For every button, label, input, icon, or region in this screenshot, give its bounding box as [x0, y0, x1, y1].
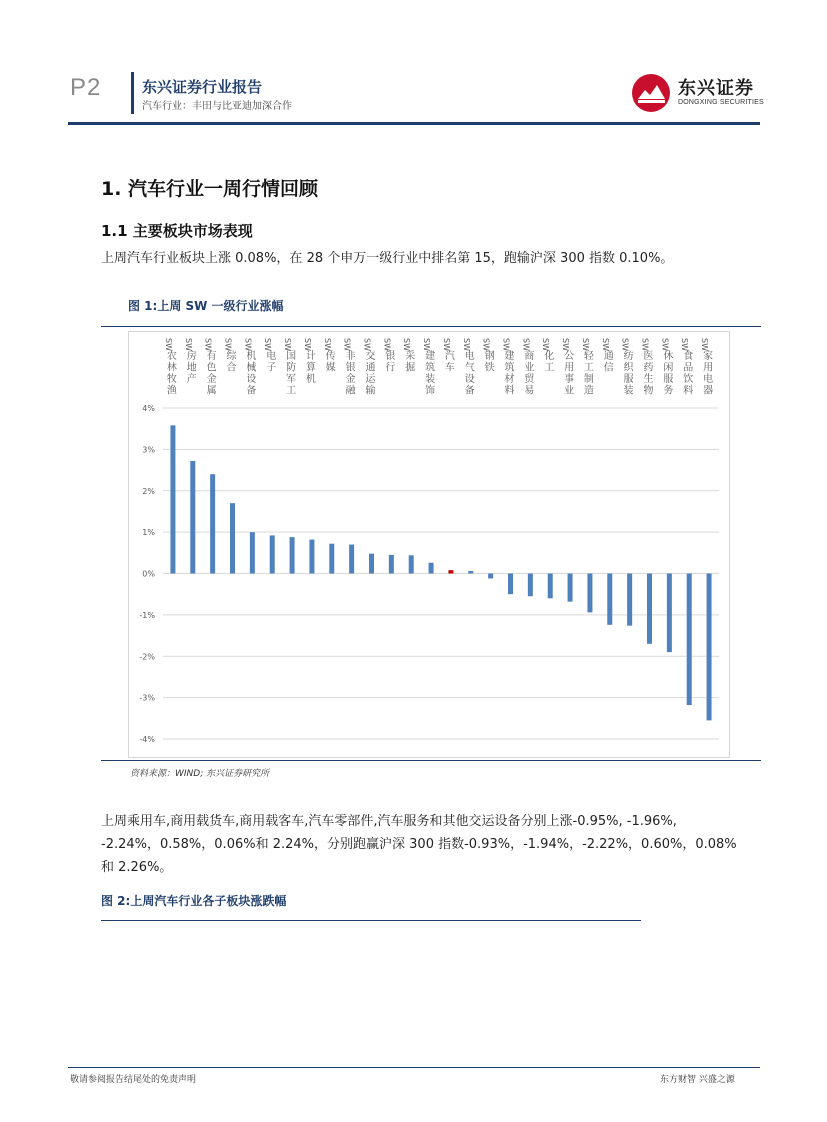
paragraph-subsector-line2: -2.24%，0.58%，0.06%和 2.24%，分别跑赢沪深 300 指数-0.93%，-1.94%，-2.22%，0.60%，0.08%	[101, 837, 737, 852]
x-tick-label: 国防军工	[286, 351, 297, 397]
industry-returns-chart	[128, 331, 730, 758]
bar	[468, 571, 473, 573]
x-tick-label: 化工	[544, 351, 555, 374]
x-tick-label-prefix: SW	[402, 338, 412, 351]
x-tick-label-prefix: SW	[441, 338, 451, 351]
bar	[250, 532, 255, 573]
x-tick-label-prefix: SW	[223, 338, 233, 351]
x-tick-label-prefix: SW	[700, 338, 710, 351]
page-number: P2	[70, 74, 102, 101]
x-tick-label-prefix: SW	[163, 338, 173, 351]
x-tick-label: 有色金属	[206, 351, 217, 397]
bar	[270, 535, 275, 573]
x-tick-label-prefix: SW	[203, 338, 213, 351]
x-tick-label-prefix: SW	[501, 338, 511, 351]
bar	[349, 545, 354, 574]
footer-disclaimer: 敬请参阅报告结尾处的免责声明	[70, 1075, 197, 1085]
x-tick-label-prefix: SW	[680, 338, 690, 351]
bar	[528, 574, 533, 597]
figure1-source: 资料来源：WIND; 东兴证券研究所	[130, 769, 270, 779]
report-subtitle: 汽车行业：丰田与比亚迪加深合作	[142, 101, 292, 112]
x-tick-label-prefix: SW	[461, 338, 471, 351]
y-tick-label: 0%	[142, 569, 155, 579]
company-logo	[630, 72, 764, 114]
bar	[389, 555, 394, 574]
x-tick-label-prefix: SW	[263, 338, 273, 351]
logo-english-text: DONGXING SECURITIES	[678, 99, 764, 106]
bar	[627, 574, 632, 626]
x-tick-label-prefix: SW	[243, 338, 253, 351]
x-tick-label: 综合	[226, 351, 237, 374]
bar	[329, 544, 334, 574]
x-tick-label-prefix: SW	[561, 338, 571, 351]
x-tick-label-prefix: SW	[620, 338, 630, 351]
figure1-bottom-rule	[101, 760, 761, 761]
figure1-title: 图 1:上周 SW 一级行业涨幅	[128, 299, 284, 313]
x-tick-label: 建筑装饰	[425, 351, 436, 397]
x-tick-label-prefix: SW	[580, 338, 590, 351]
x-tick-label-prefix: SW	[283, 338, 293, 351]
x-tick-label-prefix: SW	[183, 338, 193, 351]
paragraph-subsector-line1: 上周乘用车,商用载货车,商用载客车,汽车零部件,汽车服务和其他交运设备分别上涨-0.95%, -1.96%,	[101, 814, 677, 829]
x-tick-label: 农林牧渔	[166, 351, 177, 397]
paragraph-summary: 上周汽车行业板块上涨 0.08%，在 28 个申万一级行业中排名第 15，跑输沪深 300 指数 0.10%。	[101, 251, 674, 266]
x-tick-label: 纺织服装	[623, 351, 634, 397]
footer-rule	[68, 1067, 760, 1068]
figure2-top-rule	[101, 920, 641, 921]
x-tick-label-prefix: SW	[342, 338, 352, 351]
bar	[707, 574, 712, 721]
x-tick-label-prefix: SW	[422, 338, 432, 351]
x-tick-label: 公用事业	[564, 351, 575, 397]
bar	[667, 574, 672, 653]
x-tick-label-prefix: SW	[322, 338, 332, 351]
bar	[568, 574, 573, 602]
x-tick-label-prefix: SW	[382, 338, 392, 351]
x-tick-label: 采掘	[405, 351, 416, 374]
x-tick-label: 休闲服务	[663, 351, 674, 397]
bar	[508, 574, 513, 595]
x-tick-label: 非银金融	[345, 351, 356, 397]
paragraph-subsector-line3: 和 2.26%。	[101, 860, 173, 875]
bar	[409, 555, 414, 573]
bar	[369, 554, 374, 574]
x-tick-label: 电子	[266, 351, 277, 374]
y-tick-label: 1%	[142, 528, 155, 538]
footer-slogan: 东方财智 兴盛之源	[660, 1075, 735, 1085]
x-tick-label: 医药生物	[643, 351, 654, 397]
header-rule	[68, 122, 760, 125]
bar	[687, 574, 692, 706]
x-tick-label: 电气设备	[464, 351, 475, 397]
logo-text: 东兴证券	[678, 78, 754, 99]
bar	[290, 537, 295, 573]
report-title: 东兴证券行业报告	[142, 78, 263, 96]
figure2-title: 图 2:上周汽车行业各子板块涨跌幅	[101, 894, 287, 908]
x-tick-label: 银行	[385, 351, 396, 374]
x-tick-label: 商业贸易	[524, 351, 535, 397]
x-tick-label: 家用电器	[703, 351, 714, 397]
x-tick-label: 汽车	[444, 351, 455, 374]
figure1-top-rule	[101, 326, 761, 327]
bar	[230, 503, 235, 573]
x-tick-label: 交通运输	[365, 351, 376, 397]
bar	[210, 474, 215, 573]
y-tick-label: -2%	[139, 652, 155, 662]
x-tick-label-prefix: SW	[640, 338, 650, 351]
y-tick-label: 3%	[142, 445, 155, 455]
x-tick-label-prefix: SW	[600, 338, 610, 351]
x-tick-label-prefix: SW	[481, 338, 491, 351]
y-tick-label: 2%	[142, 486, 155, 496]
x-tick-label: 计算机	[305, 351, 316, 385]
bar	[429, 563, 434, 574]
bar	[448, 570, 453, 573]
logo-emblem-icon	[630, 72, 674, 114]
bar	[647, 574, 652, 644]
x-tick-label: 机械设备	[246, 351, 257, 397]
section-heading: 1. 汽车行业一周行情回顾	[101, 178, 319, 200]
header-divider-bar	[131, 72, 134, 114]
x-tick-label-prefix: SW	[660, 338, 670, 351]
bar	[190, 461, 195, 574]
bar	[488, 574, 493, 579]
x-tick-label: 建筑材料	[504, 351, 515, 397]
bar	[548, 574, 553, 599]
subsection-heading: 1.1 主要板块市场表现	[101, 222, 253, 240]
x-tick-label: 食品饮料	[683, 351, 694, 397]
bar	[170, 425, 175, 573]
x-tick-label: 通信	[603, 351, 614, 374]
x-tick-label-prefix: SW	[302, 338, 312, 351]
y-tick-label: 4%	[142, 404, 155, 413]
y-tick-label: -4%	[139, 735, 155, 744]
x-tick-label: 房地产	[186, 351, 197, 385]
x-tick-label: 轻工制造	[583, 351, 594, 397]
x-tick-label: 传媒	[325, 351, 336, 374]
x-tick-label: 钢铁	[484, 351, 495, 374]
x-tick-label-prefix: SW	[362, 338, 372, 351]
bar-chart-svg	[129, 332, 729, 757]
bar	[587, 574, 592, 613]
x-tick-label-prefix: SW	[541, 338, 551, 351]
bar	[607, 574, 612, 625]
bar	[309, 540, 314, 574]
y-tick-label: -1%	[139, 610, 155, 620]
x-tick-label-prefix: SW	[521, 338, 531, 351]
y-tick-label: -3%	[139, 693, 155, 703]
